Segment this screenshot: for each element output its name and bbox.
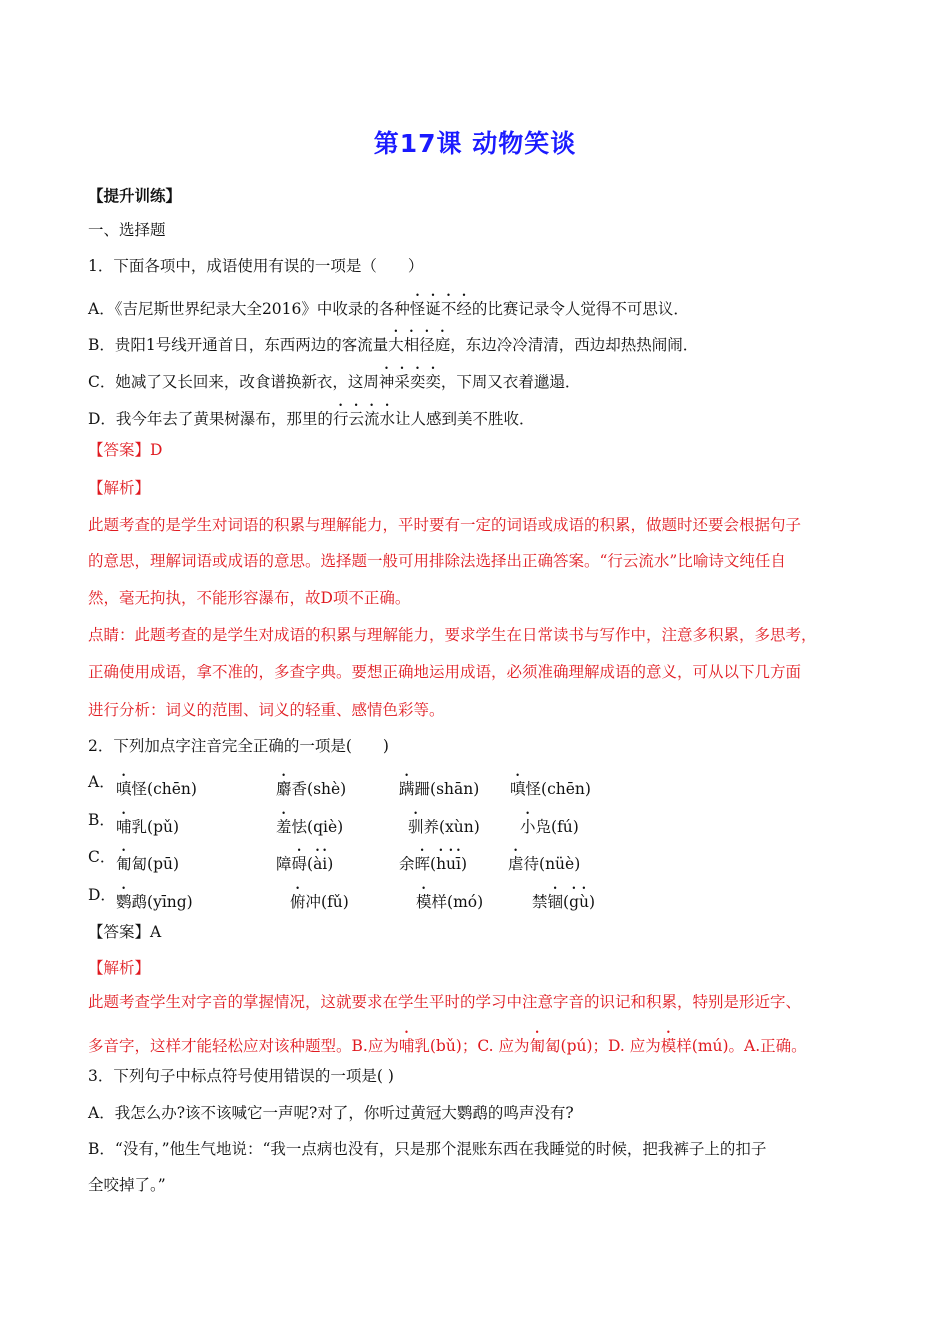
option-label: C．	[88, 848, 116, 866]
pinyin-item: 模样(mó)	[416, 893, 484, 911]
question-2-stem: 2．下列加点字注音完全正确的一项是( )	[88, 737, 389, 755]
question-1-tip-line: 进行分析：词义的范围、词义的轻重、感情色彩等。	[88, 701, 445, 719]
pinyin-item: 余晖(huī)	[399, 855, 468, 873]
option-label: B．	[88, 811, 115, 829]
question-3-option-b: B．“没有，”他生气地说：“我一点病也没有，只是那个混账东西在我睡觉的时候，把我裤子上的扣子	[88, 1140, 767, 1158]
pinyin-item: 驯养(xùn)	[408, 818, 480, 836]
pinyin-item: 羞怯(qiè)	[276, 818, 344, 836]
pinyin-item: 匍匐(pū)	[116, 855, 180, 873]
pinyin-item: 障碍(ài)	[276, 855, 334, 873]
pinyin-item: 小凫(fú)	[520, 818, 579, 836]
question-1-tip-line: 点睛：此题考查的是学生对成语的积累与理解能力，要求学生在日常读书与写作中，注意多积累，多思考，	[88, 626, 817, 644]
question-3-option-b-cont: 全咬掉了。”	[88, 1176, 166, 1194]
pinyin-item: 俯冲(fǔ)	[290, 893, 349, 911]
pinyin-item: 嗔怪(chēn)	[510, 780, 591, 798]
part-heading: 一、选择题	[88, 221, 166, 239]
question-2-analysis-line: 多音字，这样才能轻松应对该种题型。B.应为哺乳(bǔ)；C. 应为匍匐(pú)；D. 应为模样(mú)。A.正确。	[88, 1037, 807, 1055]
question-3-stem: 3．下列句子中标点符号使用错误的一项是( )	[88, 1067, 394, 1085]
question-2-analysis-line: 此题考查学生对字音的掌握情况，这就要求在学生平时的学习中注意字音的识记和积累，特别是形近字、	[88, 993, 802, 1011]
question-1-analysis-line: 然，毫无拘执，不能形容瀑布，故D项不正确。	[88, 589, 411, 607]
question-2-answer: 【答案】A	[88, 923, 162, 941]
question-1-analysis-line: 的意思，理解词语或成语的意思。选择题一般可用排除法选择出正确答案。“行云流水”比喻诗文纯任自	[88, 552, 786, 570]
question-2-analysis-label: 【解析】	[88, 959, 151, 977]
emphasized-idiom: 大相径庭	[388, 336, 451, 354]
question-1-option-d: D．我今年去了黄果树瀑布，那里的行云流水让人感到美不胜收．	[88, 410, 535, 428]
emphasized-idiom: 怪诞不经	[409, 300, 472, 318]
emphasized-idiom: 神采奕奕	[378, 373, 441, 391]
question-1-tip-line: 正确使用成语，拿不准的，多查字典。要想正确地运用成语，必须准确理解成语的意义，可从以下几方面	[88, 663, 802, 681]
question-1-stem: 1．下面各项中，成语使用有误的一项是（ ）	[88, 257, 424, 275]
question-1-option-b: B．贵阳1号线开通首日，东西两边的客流量大相径庭，东边冷冷清清，西边却热热闹闹．	[88, 336, 699, 354]
emphasized-idiom: 行云流水	[332, 410, 395, 428]
question-1-analysis-label: 【解析】	[88, 479, 151, 497]
pinyin-item: 麝香(shè)	[276, 780, 347, 798]
pinyin-item: 蹒跚(shān)	[399, 780, 480, 798]
question-1-option-a: A．《吉尼斯世界纪录大全2016》中收录的各种怪诞不经的比赛记录令人觉得不可思议．	[88, 300, 689, 318]
pinyin-item: 虐待(nüè)	[508, 855, 581, 873]
pinyin-item: 鹦鹉(yīng)	[116, 893, 193, 911]
section-header: 【提升训练】	[88, 186, 182, 205]
option-label: D．	[88, 886, 116, 904]
question-1-answer: 【答案】D	[88, 441, 163, 459]
page-title: 第17课 动物笑谈	[373, 129, 577, 158]
pinyin-item: 禁锢(gù)	[532, 893, 596, 911]
question-1-analysis-line: 此题考查的是学生对词语的积累与理解能力，平时要有一定的词语或成语的积累，做题时还要会根据句子	[88, 516, 802, 534]
pinyin-item: 哺乳(pǔ)	[116, 818, 180, 836]
question-1-option-c: C．她减了又长回来，改食谱换新衣，这周神采奕奕，下周又衣着邋遢．	[88, 373, 581, 391]
pinyin-item: 嗔怪(chēn)	[116, 780, 197, 798]
option-label: A．	[88, 773, 115, 791]
question-3-option-a: A．我怎么办?该不该喊它一声呢?对了，你听过黄冠大鹦鹉的鸣声没有?	[88, 1104, 574, 1122]
